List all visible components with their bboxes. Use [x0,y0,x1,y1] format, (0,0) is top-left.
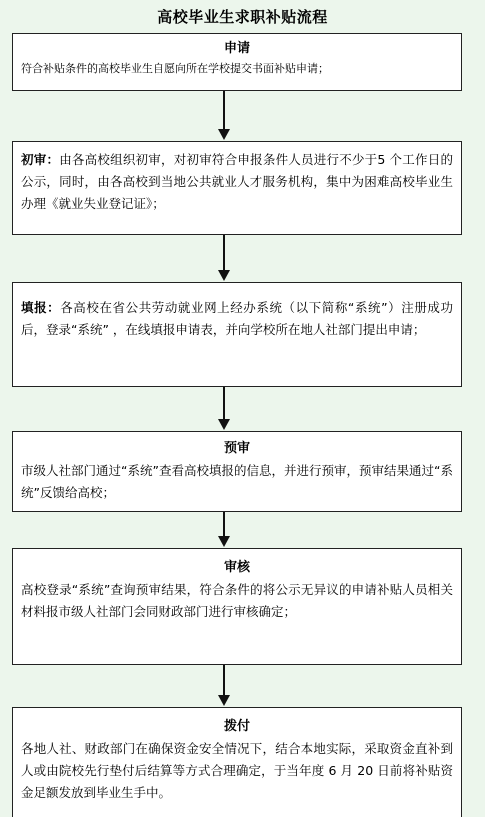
step-fill-box [12,282,462,387]
step-preliminary-body: 由各高校组织初审，对初审符合申报条件人员进行不少于5 个工作日的公示，同时，由各高校到当地公共就业人才服务机构，集中为困难高校毕业生办理《就业失业登记证》； [21,152,453,211]
step-review-text: 高校登录“系统”查询预审结果，符合条件的将公示无异议的申请补贴人员相关材料报市级人社部门会同财政部门进行审核确定； [21,582,453,619]
step-review-heading: 审核 [223,560,250,575]
arrow-4 [221,512,227,548]
step-preliminary-lead: 初审： [21,152,60,167]
arrow-5 [221,665,227,707]
step-review-box [12,548,462,665]
flow-title: 高校毕业生求职补贴流程 [157,8,328,26]
step-disburse-text: 各地人社、财政部门在确保资金安全情况下，结合本地实际，采取资金直补到人或由院校先行垫付后结算等方式合理确定，于当年度 6 月 20 日前将补贴资金足额发放到毕业生手中。 [21,741,453,800]
step-pre-review-box [12,431,462,512]
step-disburse-box [12,707,462,817]
step-fill-text [21,297,453,341]
arrow-2 [221,235,227,282]
step-apply-box [12,33,462,91]
step-pre-review-heading: 预审 [223,441,250,456]
arrow-1 [221,91,227,141]
step-preliminary-box [12,141,462,235]
step-preliminary-text [21,149,453,215]
arrow-3 [221,387,227,431]
step-disburse-heading: 拨付 [223,719,250,734]
step-fill-lead: 填报： [21,300,61,315]
step-apply-text: 符合补贴条件的高校毕业生自愿向所在学校提交书面补贴申请； [21,62,329,75]
step-apply-heading: 申请 [223,41,250,56]
step-fill-body: 各高校在省公共劳动就业网上经办系统（以下简称“系统”）注册成功后，登录“系统” ，在线填报申请表，并向学校所在地人社部门提出申请； [21,300,453,337]
step-pre-review-text: 市级人社部门通过“系统”查看高校填报的信息，并进行预审，预审结果通过“系统”反馈给高校； [21,463,453,500]
